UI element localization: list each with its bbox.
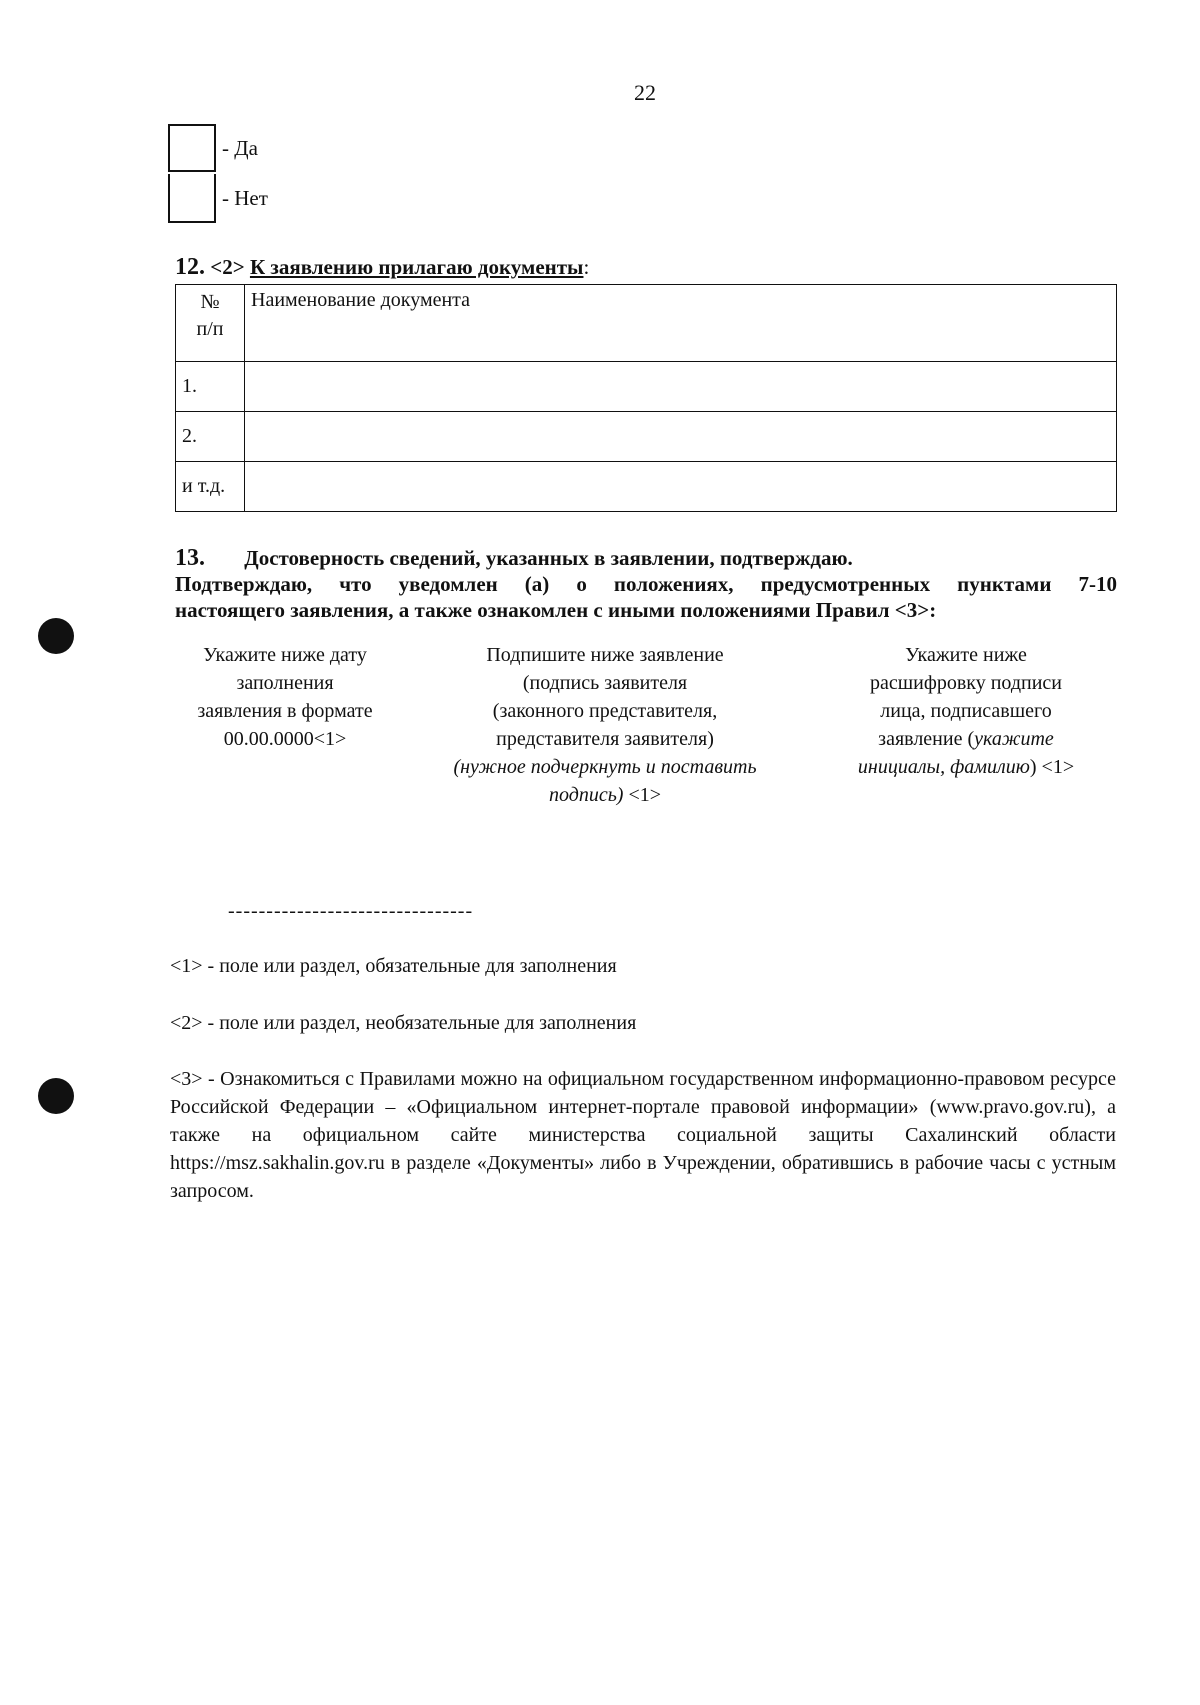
signature-column — [415, 641, 795, 809]
documents-table — [175, 284, 1117, 512]
decode-plain: заявление ( — [878, 728, 975, 750]
date-instruction-line: Укажите ниже дату — [203, 644, 367, 666]
row-number: и т.д. — [176, 462, 245, 512]
table-row — [176, 362, 1117, 412]
table-header-row — [176, 285, 1117, 362]
row-document-name-field[interactable] — [245, 462, 1117, 512]
footnote-3: <3> - Ознакомиться с Правилами можно на официальном государственном информационно-правовом ресурсе Российской Федерации – «Официальном интернет-портале правовой информации» (www.pravo.gov.ru), а также на официальном сайте министерства социальной защиты Сахалинский области https://msz.sakhalin.gov.ru в разделе «Документы» либо в Учреждении, обратившись в рабочие часы с устным запросом. — [170, 1068, 1116, 1202]
row-number: 2. — [176, 412, 245, 462]
header-name-cell: Наименование документа — [245, 285, 1117, 362]
header-number-cell — [176, 285, 245, 362]
signature-instruction-line: представителя заявителя) — [496, 728, 714, 750]
signature-required-marker: <1> — [623, 784, 662, 806]
section-13-line1 — [175, 545, 1117, 571]
section-13-confirm-text: Достоверность сведений, указанных в заявлении, подтверждаю. — [244, 546, 853, 570]
section-13 — [175, 545, 1117, 623]
signature-instruction-italic: (нужное подчеркнуть и поставить — [453, 756, 757, 778]
section-12-number: 12. — [175, 254, 205, 280]
signature-instruction-line: (законного представителя, — [492, 700, 718, 722]
date-column — [175, 641, 395, 753]
header-number-line2: п/п — [196, 318, 224, 340]
decode-instruction-line: расшифровку подписи — [870, 672, 1062, 694]
header-number-line1: № — [200, 291, 220, 313]
yes-no-checkboxes — [168, 123, 268, 223]
row-document-name-field[interactable] — [245, 412, 1117, 462]
signature-instruction-last — [415, 781, 795, 809]
row-document-name-field[interactable] — [245, 362, 1117, 412]
section-13-line3: настоящего заявления, а также ознакомлен с иными положениями Правил <3>: — [175, 598, 937, 622]
decode-column — [815, 641, 1117, 781]
decode-italic2: инициалы, фамилию — [857, 756, 1030, 778]
decode-instruction-line: Укажите ниже — [905, 644, 1027, 666]
section-13-number: 13. — [175, 545, 205, 571]
table-row — [176, 412, 1117, 462]
binder-hole — [38, 618, 74, 654]
footnote-2: <2> - поле или раздел, необязательные для заполнения — [170, 1012, 637, 1034]
date-format-line: 00.00.0000<1> — [223, 728, 347, 750]
decode-instruction-line: лица, подписавшего — [880, 700, 1052, 722]
date-instruction-line: заполнения — [236, 672, 334, 694]
checkbox-yes[interactable] — [168, 124, 216, 172]
checkbox-yes-label: - Да — [222, 135, 258, 160]
row-number: 1. — [176, 362, 245, 412]
decode-marker: ) <1> — [1029, 756, 1075, 778]
footnote-1: <1> - поле или раздел, обязательные для заполнения — [170, 955, 617, 977]
section-12-marker: <2> — [210, 255, 245, 279]
signature-instruction-line: Подпишите ниже заявление — [486, 644, 724, 666]
checkbox-no[interactable] — [168, 174, 216, 223]
section-12-heading — [175, 254, 589, 281]
section-12-colon: : — [583, 255, 590, 279]
footnote-divider: -------------------------------- — [228, 900, 474, 922]
decode-instruction-line5 — [815, 753, 1117, 781]
binder-hole — [38, 1078, 74, 1114]
section-12-title: К заявлению прилагаю документы — [249, 255, 584, 279]
date-instruction-line: заявления в формате — [197, 700, 373, 722]
section-13-line2: Подтверждаю, что уведомлен (а) о положениях, предусмотренных пунктами 7-10 — [175, 572, 1117, 596]
table-row — [176, 462, 1117, 512]
checkbox-no-label: - Нет — [222, 185, 268, 210]
decode-italic: укажите — [974, 728, 1054, 750]
checkbox-option-yes[interactable] — [168, 123, 268, 173]
page-number: 22 — [634, 80, 656, 105]
checkbox-option-no[interactable] — [168, 173, 268, 223]
signature-instruction-italic2: подпись) — [548, 784, 624, 806]
signature-instruction-line: (подпись заявителя — [522, 672, 688, 694]
decode-instruction-line4 — [815, 725, 1117, 753]
